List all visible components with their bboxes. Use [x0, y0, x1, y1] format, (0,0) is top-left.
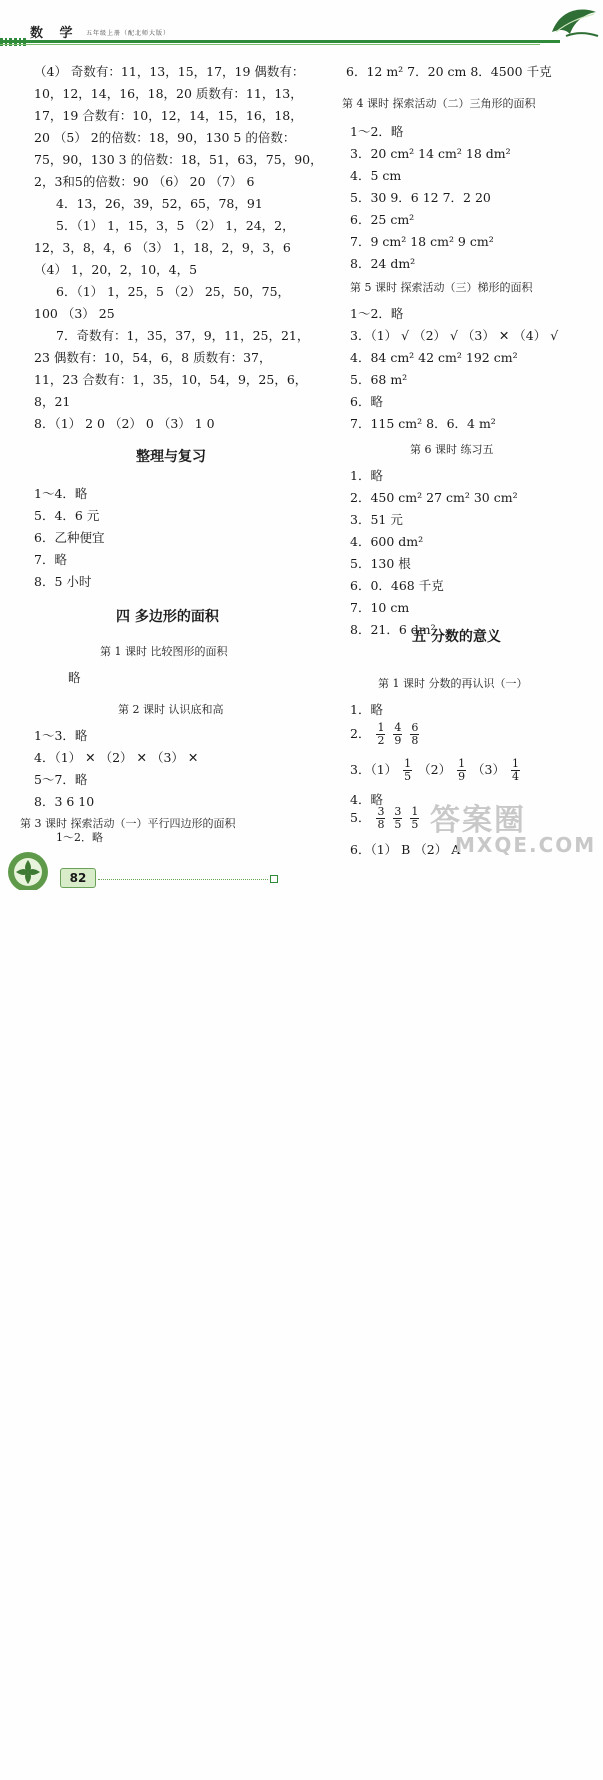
answer-line: 75，90，130 3 的倍数：18，51，63，75，90，: [34, 152, 323, 167]
answer-prefix: 5．: [350, 810, 371, 825]
fraction: [511, 758, 520, 783]
unit-title-polygon-area: 四 多边形的面积: [116, 609, 219, 625]
fraction: [376, 722, 385, 747]
fraction-denominator: 9: [458, 770, 466, 783]
answer-line: 7．115 cm² 8．6．4 m²: [350, 416, 496, 431]
right-column: [320, 0, 603, 857]
fraction-denominator: 5: [411, 818, 419, 831]
answer-line: 5．（1） 1，15，3，5 （2） 1，24，2，: [56, 218, 295, 233]
answer-line: 4．5 cm: [350, 168, 402, 183]
answer-line: 8．5 小时: [34, 574, 92, 589]
fraction: [403, 758, 412, 783]
answer-line: 8．（1） 2 0 （2） 0 （3） 1 0: [34, 416, 215, 431]
answer-line: 3．51 元: [350, 512, 403, 527]
answer-line: 4．84 cm² 42 cm² 192 cm²: [350, 350, 518, 365]
answer-line: 1～2．略: [56, 831, 103, 844]
answer-line: 2．450 cm² 27 cm² 30 cm²: [350, 490, 518, 505]
answer-line: 6．0．468 千克: [350, 578, 444, 593]
unit-title-fraction-meaning: 五 分数的意义: [412, 629, 501, 645]
fraction: [393, 806, 402, 831]
footer-square-marker: [270, 875, 278, 883]
answer-line: （4） 1，20，2，10，4，5: [34, 262, 198, 277]
fraction-denominator: 8: [377, 818, 385, 831]
left-column-bottom: [0, 0, 320, 846]
answer-line: 6．略: [350, 394, 383, 409]
answer-line: 7．奇数有：1，35，37，9，11，25，21，: [56, 328, 310, 343]
subject-title: 数 学: [30, 26, 79, 41]
answer-line: 5．30 9．6 12 7．2 20: [350, 190, 491, 205]
answer-line: 7．9 cm² 18 cm² 9 cm²: [350, 234, 494, 249]
answer-line: 7．略: [34, 552, 67, 567]
answer-line: 7．10 cm: [350, 600, 410, 615]
answer-line: 8．24 dm²: [350, 256, 416, 271]
fraction-denominator: 5: [394, 818, 402, 831]
answer-line: 11，23 合数有：1，35，10，54，9，25，6，: [34, 372, 308, 387]
lesson-title: 第 5 课时 探索活动（三）梯形的面积: [350, 281, 533, 294]
lesson-title: 第 4 课时 探索活动（二）三角形的面积: [342, 97, 536, 110]
fraction-answer-line: [350, 758, 522, 783]
answer-line: 2，3和5的倍数：90 （6） 20 （7） 6: [34, 174, 255, 189]
answer-label: （3）: [472, 762, 505, 777]
edition-label: 五年级上册（配北师大版）: [86, 30, 171, 37]
lesson-title: 第 6 课时 练习五: [410, 443, 494, 456]
answer-line: 5．4．6 元: [34, 508, 100, 523]
fraction-answer-line: [350, 806, 421, 831]
fraction-numerator: 1: [411, 805, 419, 818]
answer-line: 5～7．略: [34, 772, 88, 787]
page-number: 82: [60, 868, 96, 888]
answer-line: 6．25 cm²: [350, 212, 415, 227]
answer-line: 3．20 cm² 14 cm² 18 dm²: [350, 146, 511, 161]
page-footer: [0, 846, 603, 890]
answer-prefix: 3．（1）: [350, 762, 398, 777]
answer-line: 3．（1） √ （2） √ （3） ✕ （4） √: [350, 328, 559, 343]
section-title-review: 整理与复习: [136, 449, 206, 465]
answer-line: 23 偶数有：10，54，6，8 质数有：37，: [34, 350, 272, 365]
answer-line: 10，12，14，16，18，20 质数有：11，13，: [34, 86, 303, 101]
answer-line: 6．乙种便宜: [34, 530, 105, 545]
lesson-title: 第 1 课时 分数的再认识（一）: [378, 677, 528, 690]
answer-line: 1～2．略: [350, 124, 404, 139]
answer-line: 略: [68, 670, 81, 685]
lesson-title: 第 1 课时 比较图形的面积: [100, 645, 228, 658]
flower-icon: [4, 846, 54, 890]
answer-line: 17，19 合数有：10，12，14，15，16，18，: [34, 108, 303, 123]
answer-line: 1～3．略: [34, 728, 88, 743]
answer-label: （2）: [418, 762, 452, 777]
fraction-numerator: 6: [411, 721, 419, 734]
answer-line: 5．130 根: [350, 556, 411, 571]
fraction: [410, 722, 419, 747]
fraction: [393, 722, 402, 747]
answer-line: 6．12 m² 7．20 cm 8．4500 千克: [346, 64, 552, 79]
answer-line: （4） 奇数有：11，13，15，17，19 偶数有：: [34, 64, 305, 79]
answer-line: 4．600 dm²: [350, 534, 424, 549]
answer-line: 8．3 6 10: [34, 794, 95, 809]
fraction-numerator: 3: [377, 805, 385, 818]
answer-line: 1～2．略: [350, 306, 404, 321]
lesson-title: 第 3 课时 探索活动（一）平行四边形的面积: [20, 817, 236, 830]
fraction: [376, 806, 385, 831]
answer-line: 20 （5） 2的倍数：18，90，130 5 的倍数：: [34, 130, 296, 145]
fraction-denominator: 9: [394, 734, 402, 747]
answer-line: 4．略: [350, 792, 383, 807]
answer-line: 12，3，8，4，6 （3） 1，18，2，9，3，6: [34, 240, 291, 255]
answer-prefix: 2．: [350, 726, 371, 741]
fraction-numerator: 1: [377, 721, 385, 734]
fraction-answer-line: [350, 722, 421, 747]
answer-line: 4．13，26，39，52，65，78，91: [56, 196, 263, 211]
answer-line: 5．68 m²: [350, 372, 408, 387]
answer-line: 1．略: [350, 702, 383, 717]
footer-dotted-rule: [98, 879, 268, 880]
answer-line: 1～4．略: [34, 486, 88, 501]
fraction-numerator: 1: [511, 757, 519, 770]
answer-line: 6．（1） B （2） A: [350, 842, 461, 857]
answer-line: 8，21: [34, 394, 71, 409]
lesson-title: 第 2 课时 认识底和高: [118, 703, 224, 716]
fraction-denominator: 5: [404, 770, 412, 783]
answer-line: 1．略: [350, 468, 383, 483]
fraction-denominator: 2: [377, 734, 385, 747]
fraction-denominator: 8: [411, 734, 419, 747]
answer-line: 4．（1） ✕ （2） ✕ （3） ✕: [34, 750, 199, 765]
fraction-numerator: 1: [404, 757, 412, 770]
watermark-logo: 答案圈: [430, 803, 526, 838]
fraction-numerator: 3: [394, 805, 402, 818]
fraction: [457, 758, 466, 783]
fraction: [410, 806, 419, 831]
fraction-denominator: 4: [511, 770, 519, 783]
answer-line: 6．（1） 1，25，5 （2） 25，50，75，: [56, 284, 291, 299]
fraction-numerator: 4: [394, 721, 402, 734]
watermark-url: MXQE.COM: [455, 833, 597, 857]
answer-line: 8．21．6 dm²: [350, 622, 436, 637]
fraction-numerator: 1: [458, 757, 466, 770]
answer-line: 100 （3） 25: [34, 306, 115, 321]
